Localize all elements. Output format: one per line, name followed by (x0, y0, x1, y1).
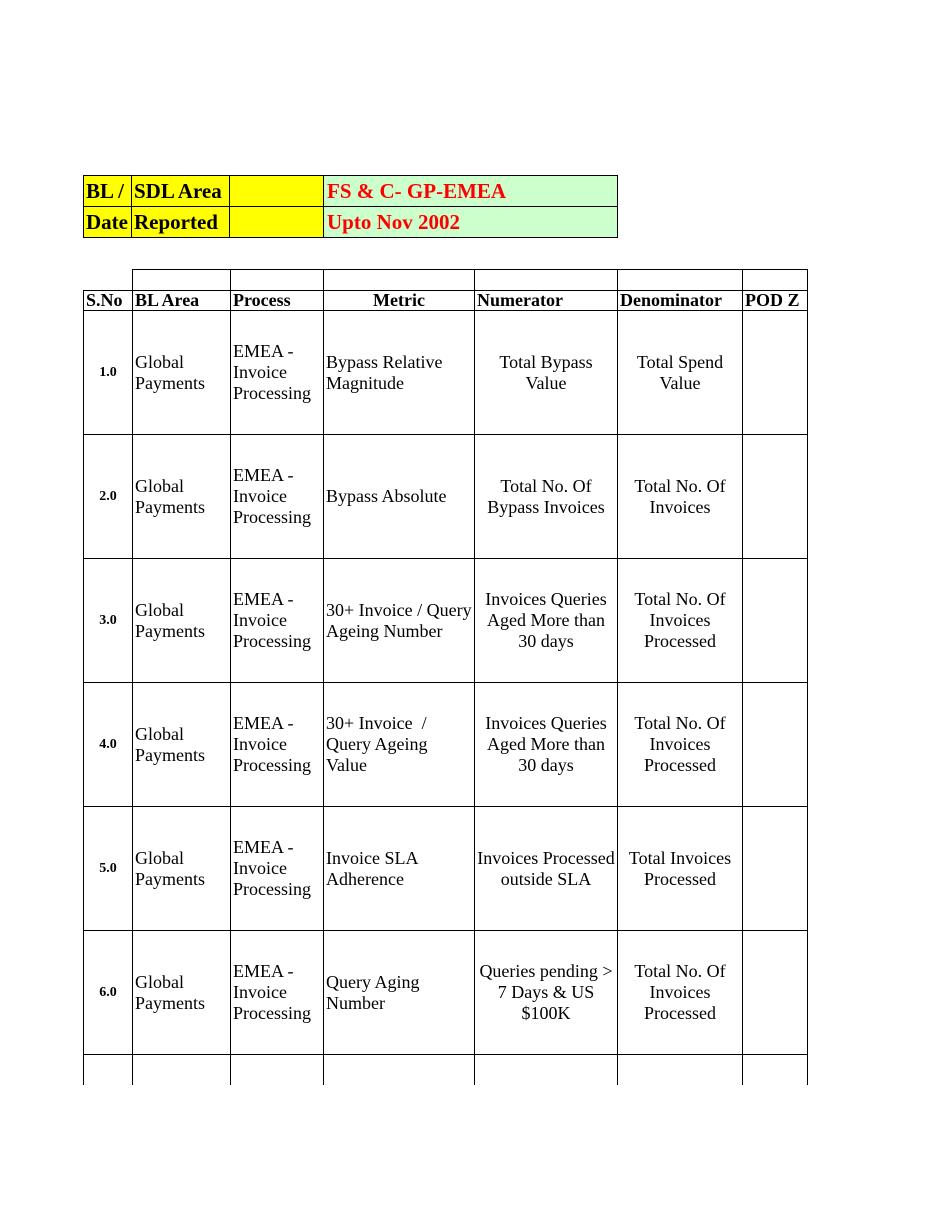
col-header-metric: Metric (324, 291, 475, 311)
cell-bl-area: Global Payments (133, 931, 231, 1055)
spacer-cell (133, 270, 231, 291)
cell-metric: Query Aging Number (324, 931, 475, 1055)
cell-process: EMEA - Invoice Processing (231, 435, 324, 559)
col-header-sno: S.No (84, 291, 133, 311)
cell-metric: 30+ Invoice / Query Ageing Number (324, 559, 475, 683)
cell-bl-area: Global Payments (133, 311, 231, 435)
cell-numerator: Total No. Of Bypass Invoices (475, 435, 618, 559)
col-header-process: Process (231, 291, 324, 311)
cell-pod (743, 311, 808, 435)
cell-pod (743, 435, 808, 559)
cell-denominator: Total No. Of Invoices Processed (618, 559, 743, 683)
cell-metric: Bypass Relative Magnitude (324, 311, 475, 435)
spacer-cell (618, 270, 743, 291)
header-row-area (84, 176, 618, 207)
cell-numerator: Invoices Queries Aged More than 30 days (475, 559, 618, 683)
cell-metric: Invoice SLA Adherence (324, 807, 475, 931)
empty-cell (133, 1055, 231, 1086)
cell-pod (743, 931, 808, 1055)
cell-pod (743, 559, 808, 683)
cell-numerator: Total Bypass Value (475, 311, 618, 435)
cell-process: EMEA - Invoice Processing (231, 311, 324, 435)
col-header-numerator: Numerator (475, 291, 618, 311)
cell-sno: 4.0 (84, 683, 133, 807)
cell-bl-area: Global Payments (133, 559, 231, 683)
cell-numerator: Queries pending > 7 Days & US $100K (475, 931, 618, 1055)
table-row (84, 559, 808, 683)
report-header (83, 175, 618, 238)
header-label-date: Date (84, 207, 132, 238)
cell-sno: 3.0 (84, 559, 133, 683)
cell-metric: 30+ Invoice / Query Ageing Value (324, 683, 475, 807)
cell-numerator: Invoices Processed outside SLA (475, 807, 618, 931)
cell-denominator: Total Spend Value (618, 311, 743, 435)
cell-denominator: Total No. Of Invoices Processed (618, 931, 743, 1055)
header-value-area: FS & C- GP-EMEA (324, 176, 618, 207)
table-row-partial (84, 1055, 808, 1086)
col-header-bl-area: BL Area (133, 291, 231, 311)
header-blank-cell (230, 176, 324, 207)
cell-sno: 5.0 (84, 807, 133, 931)
metrics-table (83, 269, 808, 1085)
spacer-cell (743, 270, 808, 291)
cell-bl-area: Global Payments (133, 435, 231, 559)
cell-denominator: Total Invoices Processed (618, 807, 743, 931)
header-blank-cell (230, 207, 324, 238)
header-row-date (84, 207, 618, 238)
empty-cell (84, 1055, 133, 1086)
empty-cell (618, 1055, 743, 1086)
spacer-row (84, 270, 808, 291)
column-header-row (84, 291, 808, 311)
header-value-date: Upto Nov 2002 (324, 207, 618, 238)
cell-denominator: Total No. Of Invoices (618, 435, 743, 559)
col-header-denominator: Denominator (618, 291, 743, 311)
empty-cell (324, 1055, 475, 1086)
cell-process: EMEA - Invoice Processing (231, 559, 324, 683)
table-row (84, 807, 808, 931)
cell-bl-area: Global Payments (133, 683, 231, 807)
cell-pod (743, 683, 808, 807)
header-label-reported: Reported (132, 207, 230, 238)
table-row (84, 931, 808, 1055)
cell-process: EMEA - Invoice Processing (231, 683, 324, 807)
empty-cell (231, 1055, 324, 1086)
spacer-cell (231, 270, 324, 291)
cell-metric: Bypass Absolute (324, 435, 475, 559)
empty-cell (743, 1055, 808, 1086)
empty-cell (475, 1055, 618, 1086)
header-label-bl: BL / (84, 176, 132, 207)
col-header-pod: POD Z (743, 291, 808, 311)
table-row (84, 683, 808, 807)
cell-numerator: Invoices Queries Aged More than 30 days (475, 683, 618, 807)
spacer-cell (324, 270, 475, 291)
header-label-sdl-area: SDL Area (132, 176, 230, 207)
cell-sno: 2.0 (84, 435, 133, 559)
spacer-cell (475, 270, 618, 291)
cell-process: EMEA - Invoice Processing (231, 807, 324, 931)
cell-process: EMEA - Invoice Processing (231, 931, 324, 1055)
cell-pod (743, 807, 808, 931)
cell-bl-area: Global Payments (133, 807, 231, 931)
cell-denominator: Total No. Of Invoices Processed (618, 683, 743, 807)
cell-sno: 6.0 (84, 931, 133, 1055)
spacer-cell (84, 270, 133, 291)
table-row (84, 435, 808, 559)
cell-sno: 1.0 (84, 311, 133, 435)
table-row (84, 311, 808, 435)
